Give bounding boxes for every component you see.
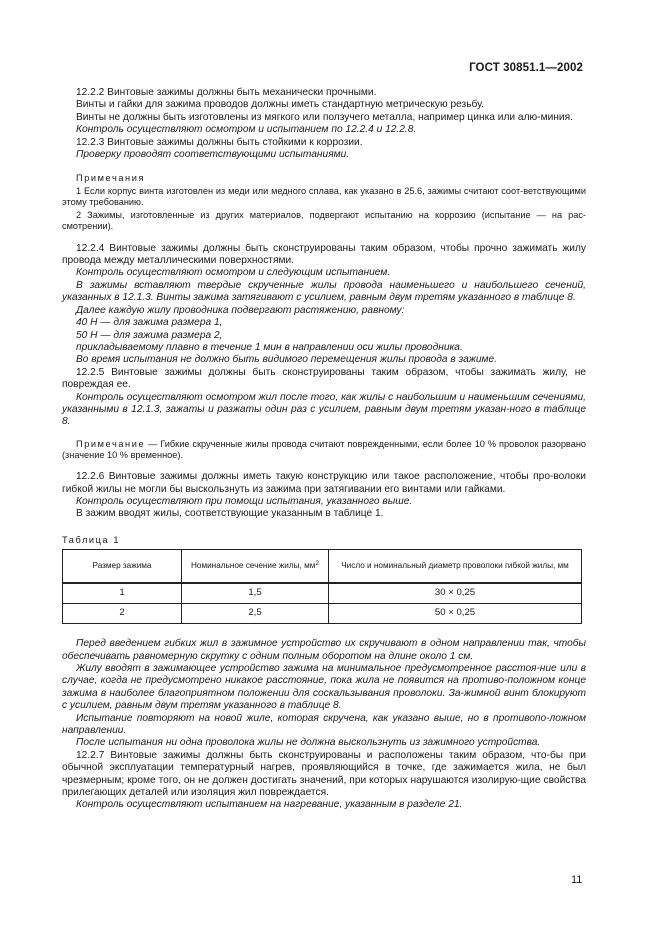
paragraph: 12.2.5 Винтовые зажимы должны быть сконструированы таким образом, чтобы зажимать жилу, не повреждая ее. bbox=[62, 366, 586, 391]
paragraph: Во время испытания не должно быть видимого перемещения жилы провода в зажиме. bbox=[76, 354, 497, 366]
cell-wires: 50 × 0,25 bbox=[329, 604, 582, 624]
paragraph: В зажим вводят жилы, соответствующие указанным в таблице 1. bbox=[76, 508, 384, 520]
table-row bbox=[63, 583, 582, 604]
paragraph: 12.2.6 Винтовые зажимы должны иметь такую конструкцию или такое расположение, чтобы про-волоки гибкой жилы не могли бы выскользнуть из зажима при затягивании его винтами или гайками. bbox=[62, 471, 586, 495]
paragraph: 12.2.7 Винтовые зажимы должны быть сконструированы и расположены таким образом, что-бы при обычной эксплуатации температурный нагрев, проявляющийся в точке, где зажимается жила, не был чрезмерным; кроме того, он не должен достигать значений, при которых нарушаются изолирую-щие свойства прилегающих деталей или изоляция жил повреждается. bbox=[62, 749, 586, 799]
header-wire-count-diameter: Число и номинальный диаметр проволоки гибкой жилы, мм bbox=[329, 550, 582, 584]
header-terminal-size: Размер зажима bbox=[63, 550, 182, 584]
section-after-table bbox=[62, 638, 586, 812]
paragraph: Винты не должны быть изготовлены из мягкого или ползучего металла, например цинка или алю-миния. bbox=[76, 111, 573, 123]
paragraph: Жилу вводят в зажимающее устройство зажима на минимальное предусмотренное расстоя-ние или в случае, когда не предусмотрено никакое расстояние, пока жила не появится на противо-положном конце зажима в наиболее благоприятном положении для соскальзывания проволоки. За-жимной винт блокируют с усилием, равным двум третям указанного в таблице 8. bbox=[62, 663, 586, 712]
document-body bbox=[62, 87, 586, 812]
cell-size: 1 bbox=[63, 583, 182, 604]
table-header-row bbox=[63, 550, 582, 584]
notes-heading: Примечания bbox=[76, 173, 146, 184]
section-12-2-6 bbox=[62, 471, 586, 521]
section-12-2-4 bbox=[62, 243, 586, 429]
table-row bbox=[63, 604, 582, 624]
notes-block-1 bbox=[62, 172, 586, 232]
paragraph: Контроль осуществляют при помощи испытания, указанного выше. bbox=[76, 495, 413, 507]
cell-wires: 30 × 0,25 bbox=[329, 583, 582, 604]
section-12-2-2 bbox=[62, 87, 586, 161]
cell-section: 2,5 bbox=[182, 604, 329, 624]
table-1 bbox=[62, 549, 582, 624]
standard-designation: ГОСТ 30851.1—2002 bbox=[469, 62, 583, 74]
paragraph: Контроль осуществляют осмотром и следующим испытанием. bbox=[76, 267, 391, 279]
paragraph: Контроль осуществляют осмотром жил после того, как жилы с наибольшим и наименьшим сечениями, указанными в 12.1.3, зажаты и разжаты один раз с усилием, равным двум третям указан-ного в таблице 8. bbox=[62, 391, 586, 428]
header-sup: 2 bbox=[315, 560, 319, 568]
paragraph: После испытания ни одна проволока жилы не должна выскользнуть из зажимного устройства. bbox=[76, 737, 541, 749]
paragraph: 12.2.2 Винтовые зажимы должны быть механически прочными. bbox=[76, 87, 377, 98]
paragraph: 12.2.3 Винтовые зажимы должны быть стойкими к коррозии. bbox=[76, 136, 363, 148]
table-caption: Таблица 1 bbox=[62, 534, 121, 545]
cell-section: 1,5 bbox=[182, 583, 329, 604]
note-item-2: 2 Зажимы, изготовленные из других материалов, подвергают испытанию на коррозию (испытание — на рас-смотрении). bbox=[62, 210, 586, 232]
paragraph: Винты и гайки для зажима проводов должны иметь стандартную метрическую резьбу. bbox=[76, 99, 485, 111]
paragraph: 50 Н — для зажима размера 2, bbox=[76, 329, 223, 341]
paragraph: Испытание повторяют на новой жиле, которая скручена, как указано выше, но в противопо-ложном направлении. bbox=[62, 712, 586, 737]
note-text: — Гибкие скрученные жилы провода считают поврежденными, если более 10 % проволок разорвано (значение 10 % временное). bbox=[62, 438, 586, 460]
page-number: 11 bbox=[571, 874, 583, 886]
paragraph: В зажимы вставляют твердые скрученные жилы провода наименьшего и наибольшего сечений, указанных в 12.1.3. Винты зажима затягивают с усилием, равным двум третям указанного в таблице 8. bbox=[62, 279, 586, 304]
paragraph: Перед введением гибких жил в зажимное устройство их скручивают в одном направлении так, чтобы обеспечивать равномерную скрутку с одним полным оборотом на длине около 1 см. bbox=[62, 638, 586, 662]
paragraph: Контроль осуществляют испытанием на нагревание, указанным в разделе 21. bbox=[76, 799, 463, 811]
paragraph: 12.2.4 Винтовые зажимы должны быть сконструированы таким образом, чтобы прочно зажимать жилу провода между металлическими поверхностями. bbox=[62, 242, 586, 267]
paragraph: Проверку проводят соответствующими испытаниями. bbox=[76, 149, 350, 161]
paragraph: Контроль осуществляют осмотром и испытанием по 12.2.4 и 12.2.8. bbox=[76, 124, 417, 136]
note-item-1: 1 Если корпус винта изготовлен из меди или медного сплава, как указано в 25.6, зажимы считают соот-ветствующими этому требованию. bbox=[62, 185, 586, 208]
note-damaged-wires bbox=[62, 439, 586, 461]
note-label: Примечание bbox=[76, 438, 146, 449]
paragraph: Далее каждую жилу проводника подвергают растяжению, равному: bbox=[76, 304, 405, 316]
paragraph: прикладываемому плавно в течение 1 мин в направлении оси жилы проводника. bbox=[76, 341, 463, 353]
cell-size: 2 bbox=[63, 604, 182, 624]
paragraph: 40 Н — для зажима размера 1, bbox=[76, 317, 223, 329]
header-nominal-section: Номинальное сечение жилы, $мм^2$ bbox=[182, 550, 329, 584]
